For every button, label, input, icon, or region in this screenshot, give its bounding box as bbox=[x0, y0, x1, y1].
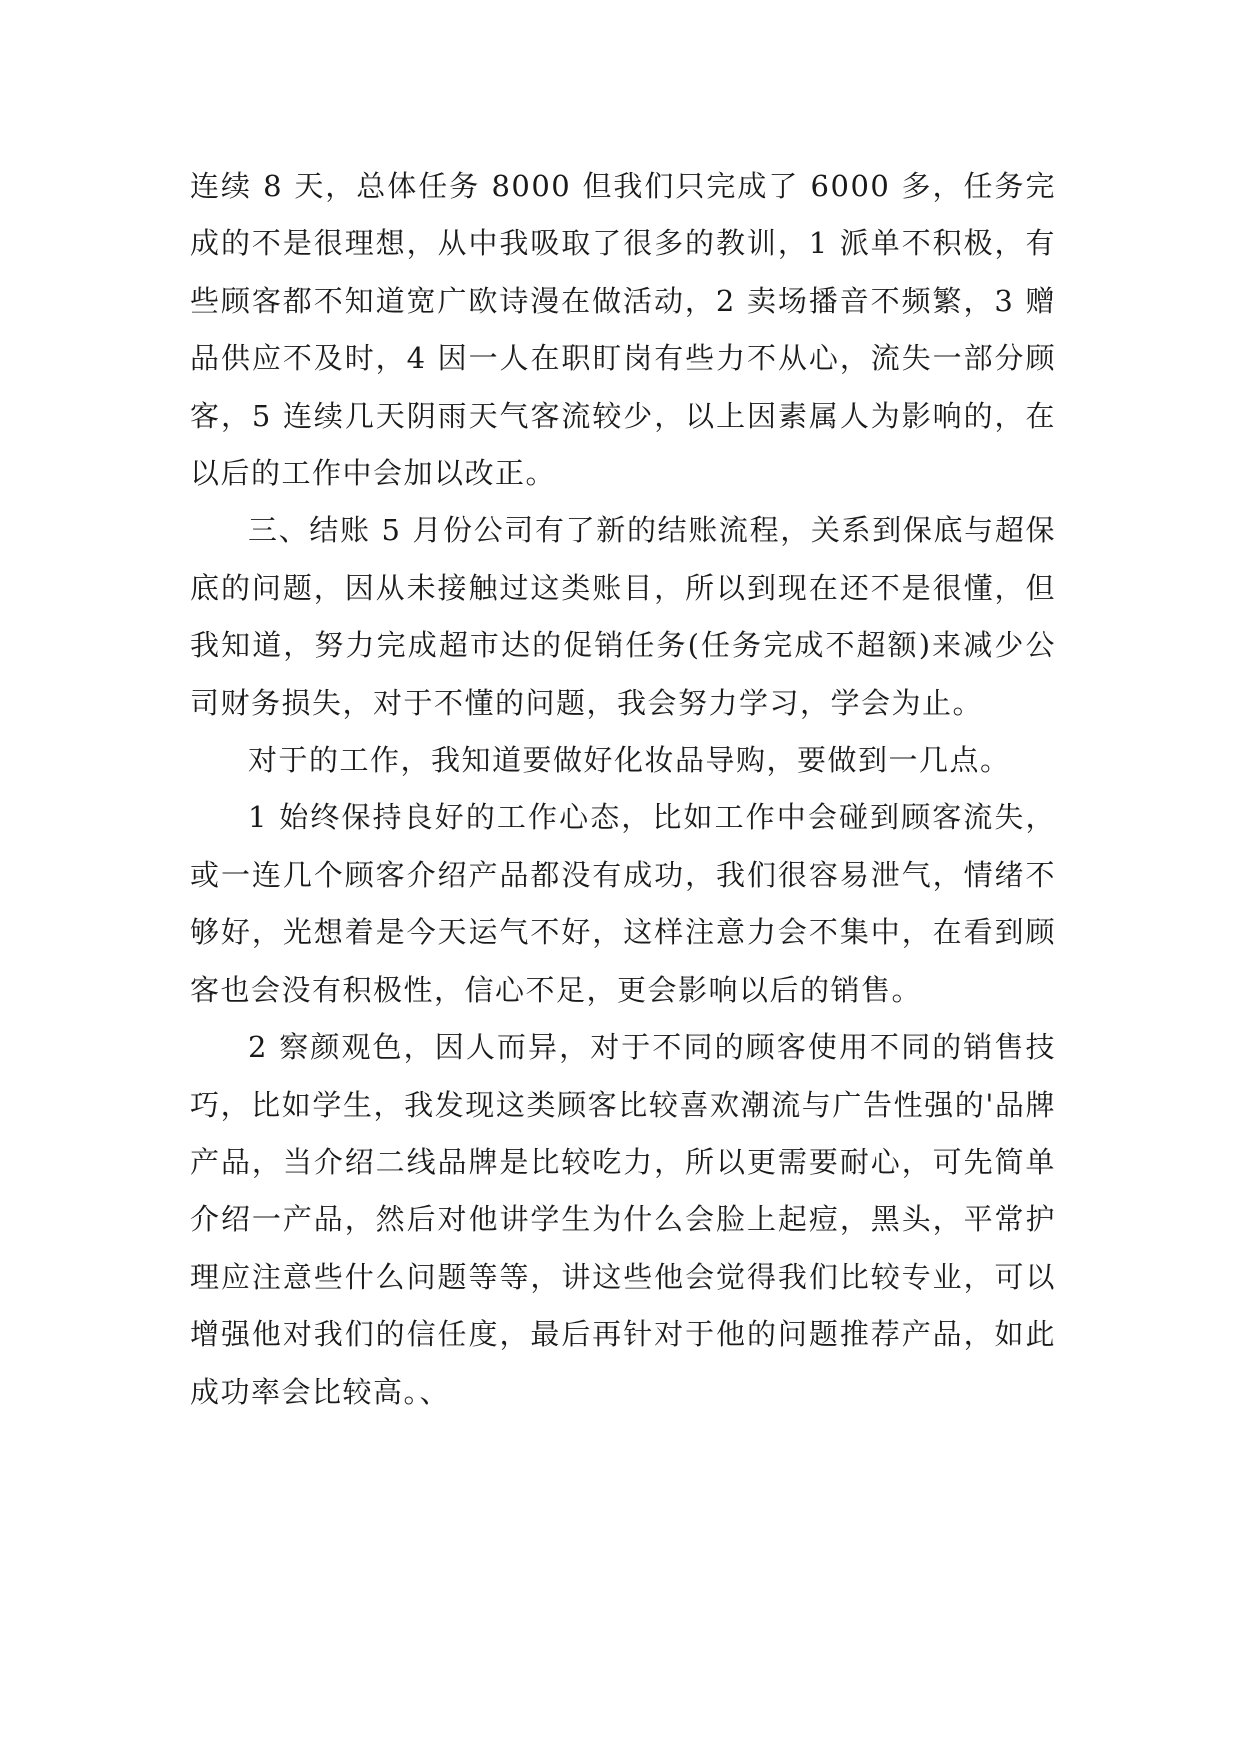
paragraph-work-points-intro: 对于的工作，我知道要做好化妆品导购，要做到一几点。 bbox=[248, 743, 1011, 778]
paragraph-point-1-attitude: 1 始终保持良好的工作心态，比如工作中会碰到顾客流失，或一连几个顾客介绍产品都没有成功，我们很容易泄气，情绪不够好，光想着是今天运气不好，这样注意力会不集中，在看到顾客也会没有积极性，信心不足，更会影响以后的销售。 bbox=[190, 800, 1056, 1007]
paragraph-checkout: 三、结账 5 月份公司有了新的结账流程，关系到保底与超保底的问题，因从未接触过这类账目，所以到现在还不是很懂，但我知道，努力完成超市达的促销任务(任务完成不超额)来减少公司财务损失，对于不懂的问题，我会努力学习，学会为止。 bbox=[190, 513, 1056, 720]
paragraph-point-2-observation: 2 察颜观色，因人而异，对于不同的顾客使用不同的销售技巧，比如学生，我发现这类顾客比较喜欢潮流与广告性强的'品牌产品，当介绍二线品牌是比较吃力，所以更需要耐心，可先简单介绍一产品，然后对他讲学生为什么会脸上起痘，黑头，平常护理应注意些什么问题等等，讲这些他会觉得我们比较专业，可以增强他对我们的信任度，最后再针对于他的问题推荐产品，如此成功率会比较高。、 bbox=[190, 1030, 1056, 1409]
document-body bbox=[190, 158, 1056, 1421]
paragraph-sales-summary: 连续 8 天，总体任务 8000 但我们只完成了 6000 多，任务完成的不是很理想，从中我吸取了很多的教训，1 派单不积极，有些顾客都不知道宽广欧诗漫在做活动，2 卖场播音不频繁，3 赠品供应不及时，4 因一人在职盯岗有些力不从心，流失一部分顾客，5 连续几天阴雨天气客流较少，以上因素属人为影响的，在以后的工作中会加以改正。 bbox=[190, 169, 1056, 491]
